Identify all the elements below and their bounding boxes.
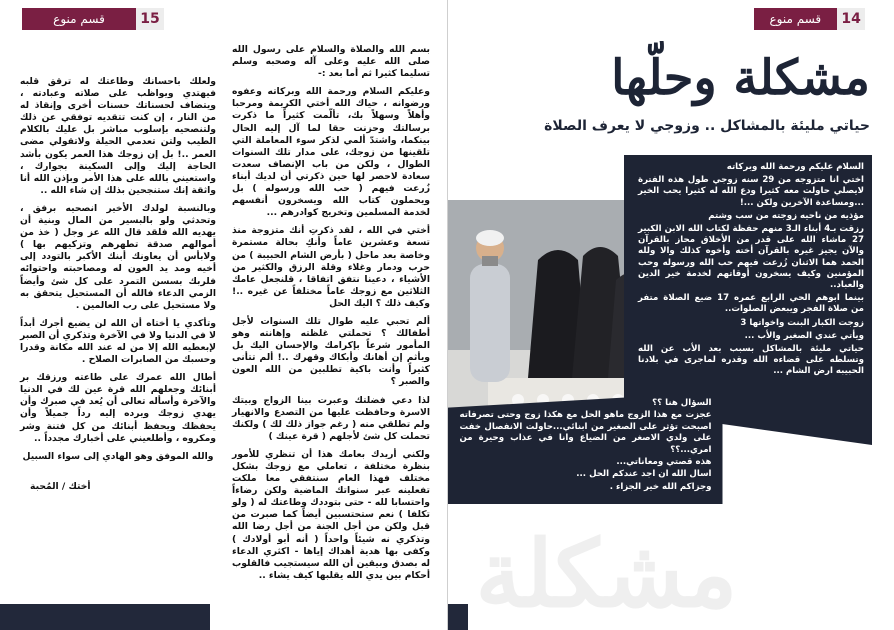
paragraph: ولعلك باحسانك وطاعتك له ترقق قلبه فيهتدي ويواظب على صلاته وعبادته ، ويتضاف لحسناتك حسنات أخرى وإنقاذ له من النار ، إن كنت تتقديه توفقي عن ذلك ولتنصحيه بإسلوب مباشر بل عليك بالكلام الطيب ولتن تعدمي الحيلة ولاتقولي مضى العمر ..! بل إن زوجك هذا العمر يكون بأشد الحاجة إليك وإلى السكينة بجوارك ، واستعيني بالله على هذا الأمر وبإذن الله أنا واثقة إنك ستنجحين بذلك إن شاء الله .. — [20, 76, 216, 196]
paragraph: ألم تحبي عليه طوال تلك السنوات لأجل أطفالك ؟ تحملتي غلظته وإهانته وهو المأمور شرعاً بإكرامك والإحسان اليك بل ويأثم إن أهانك وأبكاك وقهرك ..! ألم تتأنى كثيراً وأنت باكية تطلبين من الله العون والصبر ؟ — [232, 315, 430, 388]
paragraph: وبالنسبة لولدك الأخير انصحيه برفق ، وتحدثي ولو بالبسير من المال وبنية أن يهديه الله فلقد قال الله عز وجل ( خذ من أموالهم صدقة تطهرهم وتزكيهم بها ) ولابأس أن يعاونك أبنك الأكبر بالتودد إلى أخيه ومد يد العون له ومصاحبته واحتوائه فلربك بسسن التمرد على كل شئ وأيضاً الزمي الدعاء فالله أن المستحيل يتحقق به ولا مستحيل على رب العالمين . — [20, 202, 216, 311]
page-header-right — [754, 8, 866, 30]
bottom-bar-left — [0, 604, 210, 630]
page-header-left — [22, 8, 164, 30]
letter-line: زوجت الكبار البنت واخواتها 3 — [740, 317, 864, 328]
column-right — [232, 44, 430, 588]
article-subtitle: حياتي مليئة بالمشاكل .. وزوجي لا يعرف الصلاة — [544, 118, 870, 134]
paragraph: أطال الله عمرك على طاعته ورزقك بر أبنائك وجعلهم الله قرة عين لك في الدنيا والآخرة وأسأله تعالى أن يُعد في صبرك وأن يهدي زوجك ويرده إليه رداً جميلاً وأن يحفظك ويحفظ أبنائك من كل فتنة وشر ومكروه ، وأطلعيني على أخبارك مجدداً .. — [20, 372, 216, 444]
page-number: 14 — [837, 8, 865, 30]
question-line: اسال الله ان اجد عندكم الحل ... — [576, 469, 712, 480]
page-14 — [448, 0, 894, 630]
paragraph: ولكني أريدك بعامك هذا أن تنظري للأمور بنظرة مختلفة ، تعاملي مع زوجك بشكل مختلف فهذا العام سنتفقي معا ملكت تفعلينه عبر سنواتك الماضية ولكن رضاءاً واحتسابا لله - حتى بتوددك وطاعتك له ( ولو تكلفا ) نعم ستحتسبين أيضاً كما صبرت من قبل ولكن من أجل الجنة من أجل رضا الله وتذكري نه شيئاً واحداً ( أنه أبو أولادك ) وكفى بها هدية أهداك إياها - اكثري الدعاء له بصدق وبيقين أن الله سيستجيب فالقلوب أحكام بين يدي الله يقلبها كيف يشاء .. — [232, 448, 430, 581]
letter-line: بينما ابوهم الحي الرابع عمره 17 ضيع الصلاة متفر من صلاة الفجر ويبعض الصلوات.. — [638, 293, 864, 315]
question-line: هذه قصتي ومعاناتي... — [616, 457, 712, 468]
paragraph: لذا دعي فضلتك وعبرت بينا الزواج وبيتك الاسرة وحافظت عليها من التصدع والانهيار ولم تطلقي منه ( رغم جواز ذلك لك ) ولكنك تحملت كل شئ لأجلهم ( قرة عينك ) — [232, 394, 430, 442]
paragraph: وتأكدي يا أختاه أن الله لن يضيع أجرك أبداً لا في الدنيا ولا في الآخرة وتذكري أن الصبر لإبعطيه الله إلا من له عند الله مكانة وقدرا وحسبك من الصابرات الصلاح . — [20, 317, 216, 366]
bottom-bar-right — [448, 604, 468, 630]
page-number: 15 — [136, 8, 164, 30]
letter-text — [638, 162, 864, 380]
article-title: مشكلة وحلّها — [611, 50, 870, 106]
letter-line: رزقت بـ4 أبناء الـ3 منهم حفظة لكتاب الله الابن الكبير 27 ماشاء الله على قدر من الأخلاق محاز بالقرآن والآن يجيز غيره بالقرآن أخته وأخوه كذلك والا ولله الحمد هما الاثنان زُرعت فيهم حب الله ورسوله وحب المؤمنين وكيف يسخرون أوقاتهم لخدمة خير الدين والعباد.. — [638, 224, 864, 291]
paragraph: أختي في الله ، لقد ذكرتِ أنك متزوجة منذ تسعة وعشرين عاماً وأنكِ بحالة مستمرة وخاصة بعد ماحل ( بأرض الشام الحبيبة ) من حرب ودمار وغلاء وقلة الرزق والكثير من الأشياء ، دعينا نتفق اتفاقا ، قلنجعل عامك الثلاثين مع زوجك عاماً مختلفاً عن غيره ..! وكيف ذلك ؟ اليك الحل — [232, 225, 430, 309]
section-label: قسم منوع — [22, 8, 136, 30]
letter-line: السلام عليكم ورحمة الله وبركاته — [726, 162, 864, 172]
question-line: السؤال هنا ؟؟ — [652, 398, 712, 408]
paragraph: بسم الله والصلاة والسلام على رسول الله صلى الله عليه وعلى آله وصحبه وسلم تسليما كثيرا ثم أما بعد :- — [232, 44, 430, 80]
question-line: وجزاكم الله خير الجزاء . — [609, 481, 712, 492]
watermark-text: مشكلة — [475, 520, 738, 628]
letter-line: مؤذيه من ناحيه زوجته من سب وشتم — [708, 210, 864, 221]
letter-line: اختي انا متزوجه من 29 سنه زوجي طول هذه الفترة لايصلي حاولت معه كثيرا ودع الله له كثيرا يحب الخير ...ومساعدة الآخرين ولكن ...! — [638, 175, 864, 208]
column-left — [20, 76, 216, 499]
question-text — [460, 398, 712, 494]
section-label: قسم منوع — [754, 8, 838, 30]
letter-line: ويأتي عندي الصغير والأب ... — [744, 330, 864, 341]
signature: أختك / المُحبة — [30, 480, 91, 492]
paragraph: وعليكم السلام ورحمة الله وبركاته وعفوه ورضوانه ، حياك الله أختي الكريمة ومرحبا وأهلاً وسهلاً بك، تألّمت كثيراً ما ذكرت برسالتك وحزنت حقا لما آل إليه الحال بينكما، واشتدّ ألمي لذكر سوء المعاملة التي تلقينها من زوجك، على مدار تلك السنوات الطوال ، ولكن من باب الإنصاف سعدت سعادة لاحصر لها حين ذكرتي أن لديك أبناء زُرعت فيهم ( حب الله ورسوله ) بل ويحملون كتاب الله ويسخرون أنفسهم لخدمة المسلمين وتخريج كوادرهم ... — [232, 86, 430, 219]
question-line: عجزت مع هذا الزوج ماهو الحل مع هكذا زوج وحتى تصرفاته اصبحت تؤثر على الصغير من ابنائي...حاولت الانفصال خفت على ولدي الاصغر من الضياع وانا في عذاب وحيرة من امري...؟؟ — [459, 410, 712, 455]
letter-line: حياتي مليئة بالمشاكل بسبب بعد الأب عن الله وتسلطه على قضاءه الله وقدره لماجرى في بلادنا الحبيبه ارض الشام ... — [638, 344, 864, 377]
closing-line: والله الموفق وهو الهادي إلى سواء السبيل — [22, 450, 214, 462]
